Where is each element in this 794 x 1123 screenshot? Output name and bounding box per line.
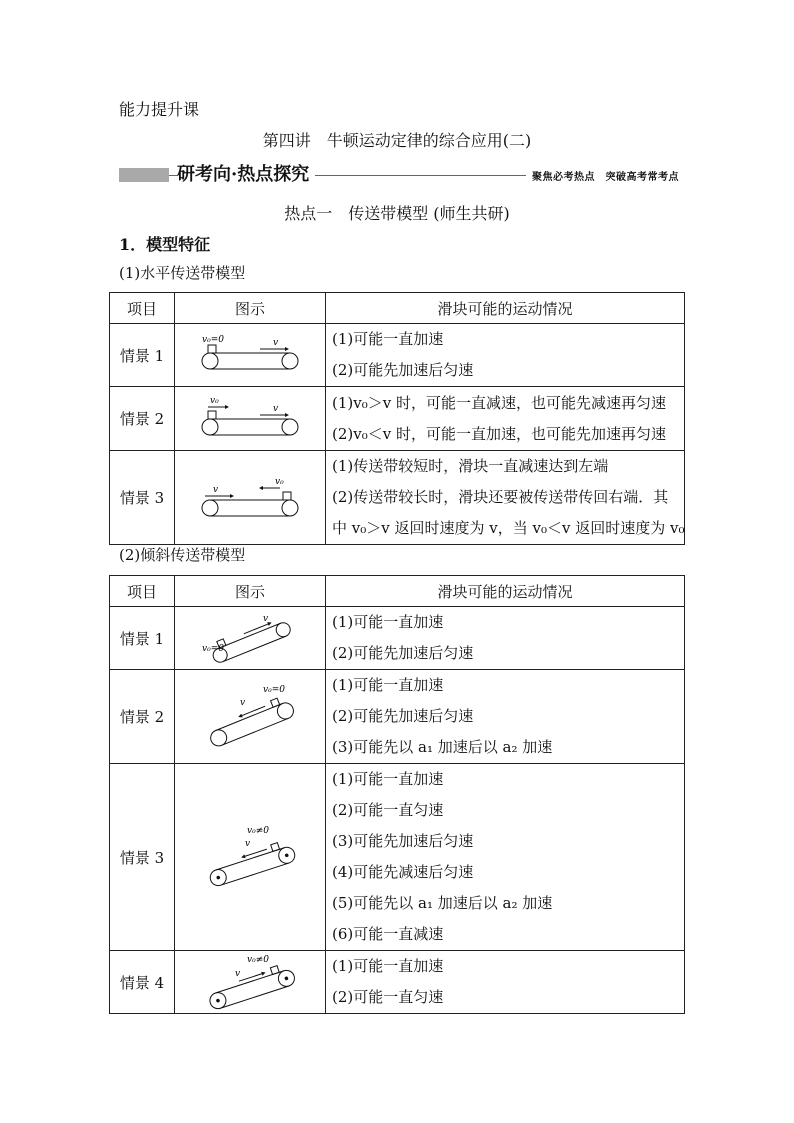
inclined-table (109, 575, 685, 1014)
motion-line: (2)可能先加速后匀速 (332, 644, 474, 662)
motion-line: (5)可能先以 a₁ 加速后以 a₂ 加速 (332, 894, 553, 912)
motion-line: (3)可能先加速后匀速 (332, 832, 474, 850)
figure-cell (175, 451, 326, 545)
horizontal-subheading: (1)水平传送带模型 (119, 264, 246, 282)
figure-cell (175, 324, 326, 387)
motion-cell (326, 764, 685, 951)
motion-line: (2)可能一直匀速 (332, 988, 444, 1006)
table-row (110, 670, 685, 764)
figure-cell (175, 951, 326, 1014)
figure-cell (175, 387, 326, 451)
motion-line: (1)传送带较短时，滑块一直减速达到左端 (332, 457, 609, 475)
motion-line: (1)可能一直加速 (332, 330, 444, 348)
section-slogan: 聚焦必考热点 突破高考常考点 (526, 168, 679, 183)
table-header-row (110, 576, 685, 607)
lecture-title: 第四讲 牛顿运动定律的综合应用(二) (262, 131, 532, 150)
motion-cell (326, 387, 685, 451)
svg-text:v₀≠0: v₀≠0 (247, 955, 269, 965)
motion-cell (326, 324, 685, 387)
header-figure: 图示 (175, 293, 326, 324)
motion-line: (2)v₀＜v 时，可能一直加速，也可能先加速再匀速 (332, 424, 666, 443)
table-row (110, 607, 685, 670)
svg-text:v₀=0: v₀=0 (263, 684, 285, 695)
header-motion: 滑块可能的运动情况 (326, 576, 685, 607)
horizontal-table (109, 292, 685, 545)
svg-text:v₀: v₀ (210, 395, 219, 406)
course-kicker: 能力提升课 (119, 100, 200, 119)
motion-line: (1)可能一直加速 (332, 676, 444, 694)
conveyor-diagram (175, 327, 325, 383)
svg-text:v₀≠0: v₀≠0 (247, 826, 269, 836)
motion-line: (2)可能先加速后匀速 (332, 707, 474, 725)
motion-line: (1)可能一直加速 (332, 770, 444, 788)
incline-diagram (175, 817, 325, 897)
header-motion: 滑块可能的运动情况 (326, 293, 685, 324)
table-row (110, 451, 685, 545)
row-label: 情景 3 (110, 451, 175, 545)
svg-text:v: v (213, 484, 219, 495)
motion-line: (2)可能一直匀速 (332, 801, 444, 819)
row-label: 情景 1 (110, 607, 175, 670)
row-label: 情景 2 (110, 387, 175, 451)
header-figure: 图示 (175, 576, 326, 607)
section-title: 研考向·热点探究 (177, 160, 315, 186)
hotspot-heading: 热点一 传送带模型 (师生共研) (284, 204, 510, 223)
figure-cell (175, 607, 326, 670)
motion-line: (4)可能先减速后匀速 (332, 863, 474, 881)
row-label: 情景 2 (110, 670, 175, 764)
motion-line: (1)可能一直加速 (332, 613, 444, 631)
svg-text:v₀=0: v₀=0 (202, 644, 224, 654)
table-header-row (110, 293, 685, 324)
motion-line: (6)可能一直减速 (332, 925, 444, 943)
svg-text:v: v (235, 969, 241, 979)
svg-text:v: v (245, 839, 251, 849)
banner-bar (119, 168, 169, 182)
conveyor-diagram (175, 391, 325, 447)
motion-line: (1)可能一直加速 (332, 957, 444, 975)
header-item: 项目 (110, 293, 175, 324)
motion-cell (326, 451, 685, 545)
motion-cell (326, 951, 685, 1014)
motion-cell (326, 607, 685, 670)
table-row (110, 764, 685, 951)
conveyor-diagram (175, 468, 325, 528)
table-row (110, 387, 685, 451)
header-item: 项目 (110, 576, 175, 607)
figure-cell (175, 764, 326, 951)
section-banner (119, 160, 679, 186)
svg-text:v₀=0: v₀=0 (202, 335, 224, 345)
motion-line: (1)v₀＞v 时，可能一直减速，也可能先减速再匀速 (332, 393, 666, 412)
svg-text:v: v (240, 697, 246, 708)
inclined-subheading: (2)倾斜传送带模型 (119, 546, 246, 564)
motion-cell (326, 670, 685, 764)
motion-line: (2)传送带较长时，滑块还要被传送带传回右端．其 (332, 488, 669, 506)
motion-line: (2)可能先加速后匀速 (332, 361, 474, 379)
incline-diagram (175, 609, 325, 667)
motion-line: 中 v₀＞v 返回时速度为 v，当 v₀＜v 返回时速度为 v₀ (332, 519, 685, 537)
incline-diagram (175, 952, 325, 1012)
row-label: 情景 1 (110, 324, 175, 387)
incline-diagram (175, 677, 325, 757)
svg-text:v₀: v₀ (275, 476, 284, 487)
row-label: 情景 4 (110, 951, 175, 1014)
row-label: 情景 3 (110, 764, 175, 951)
table-row (110, 324, 685, 387)
item-heading: 1．模型特征 (119, 235, 211, 254)
motion-line: (3)可能先以 a₁ 加速后以 a₂ 加速 (332, 738, 553, 756)
table-row (110, 951, 685, 1014)
svg-text:v: v (273, 403, 279, 414)
svg-text:v: v (263, 614, 269, 624)
svg-text:v: v (273, 338, 279, 348)
figure-cell (175, 670, 326, 764)
